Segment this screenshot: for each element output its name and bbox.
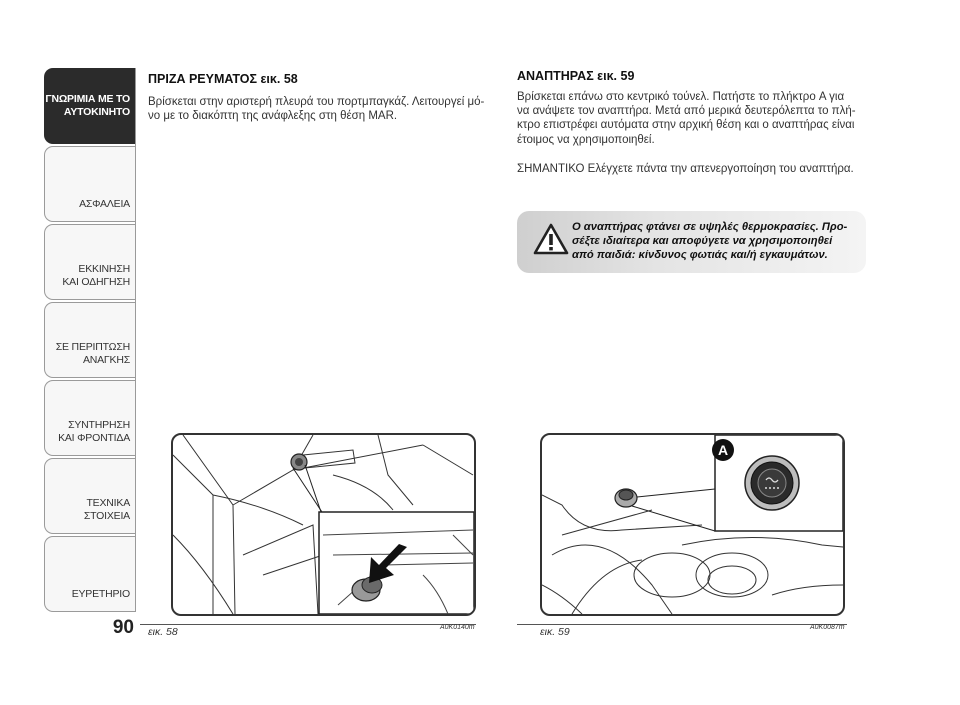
lighter-text: Βρίσκεται επάνω στο κεντρικό τούνελ. Πατήστε το πλήκτρο A για να ανάψετε τον αναπτήρα. Μετά από μερικά δευτερόλεπτα το πλή- κτρο επιστρέφει αυτόματα στην αρχική θέση και ο αναπτήρας είναι έτοιμος να χρησιμοποιηθεί. bbox=[517, 91, 856, 146]
power-socket-text: Βρίσκεται στην αριστερή πλευρά του πορτμπαγκάζ. Λειτουργεί μό- νο με το διακόπτη της ανάφλεξης στη θέση MAR. bbox=[148, 96, 485, 123]
warning-triangle-icon bbox=[533, 223, 569, 255]
tab-label: ΑΣΦΑΛΕΙΑ bbox=[79, 198, 130, 210]
power-socket-title: ΠΡΙΖΑ ΡΕΥΜΑΤΟΣ εικ. 58 bbox=[148, 72, 298, 86]
page-number: 90 bbox=[112, 617, 134, 638]
tab-label: ΓΝΩΡΙΜΙΑ ΜΕ ΤΟ ΑΥΤΟΚΙΝΗΤΟ bbox=[45, 93, 130, 118]
tab-getting-to-know-car[interactable] bbox=[44, 68, 136, 144]
trunk-power-socket-illustration bbox=[173, 435, 474, 614]
lighter-small bbox=[615, 489, 637, 507]
tab-technical-data[interactable] bbox=[44, 458, 136, 534]
lighter-zoom bbox=[745, 456, 799, 510]
caption-rule-59 bbox=[517, 624, 847, 625]
lighter-title: ΑΝΑΠΤΗΡΑΣ εικ. 59 bbox=[517, 69, 635, 83]
figure-59-caption: εικ. 59 bbox=[540, 626, 570, 638]
tabs-divider bbox=[135, 68, 136, 612]
caption-rule-58 bbox=[140, 624, 476, 625]
warning-box bbox=[517, 211, 866, 273]
cigar-lighter-illustration bbox=[542, 435, 843, 614]
tab-label: ΣΕ ΠΕΡΙΠΤΩΣΗ ΑΝΑΓΚΗΣ bbox=[55, 341, 130, 366]
figure-58 bbox=[171, 433, 476, 616]
tab-label: ΕΥΡΕΤΗΡΙΟ bbox=[71, 588, 130, 600]
figure-59-code: A0K0087m bbox=[810, 624, 845, 631]
figure-59 bbox=[540, 433, 845, 616]
tab-label: ΤΕΧΝΙΚΑ ΣΤΟΙΧΕΙΑ bbox=[83, 497, 130, 522]
figure-58-caption: εικ. 58 bbox=[148, 626, 178, 638]
socket-small bbox=[291, 454, 307, 470]
figure-58-code: A0K0140m bbox=[440, 624, 475, 631]
tab-safety[interactable] bbox=[44, 146, 136, 222]
tab-label: ΕΚΚΙΝΗΣΗ ΚΑΙ ΟΔΗΓΗΣΗ bbox=[62, 263, 130, 288]
warning-text: Ο αναπτήρας φτάνει σε υψηλές θερμοκρασίες. Προ- σέξτε ιδιαίτερα και αποφύγετε να χρησιμοποιηθεί από παιδιά: κίνδυνος φωτιάς και/ή εγκαυμάτων. bbox=[572, 221, 848, 261]
callout-a-label: A bbox=[717, 442, 729, 458]
tab-index[interactable] bbox=[44, 536, 136, 612]
tab-label: ΣΥΝΤΗΡΗΣΗ ΚΑΙ ΦΡΟΝΤΙΔΑ bbox=[58, 419, 130, 444]
tab-maintenance[interactable] bbox=[44, 380, 136, 456]
tab-emergency[interactable] bbox=[44, 302, 136, 378]
lighter-note: ΣΗΜΑΝΤΙΚΟ Ελέγχετε πάντα την απενεργοποίηση του αναπτήρα. bbox=[517, 163, 854, 175]
tab-starting-driving[interactable] bbox=[44, 224, 136, 300]
